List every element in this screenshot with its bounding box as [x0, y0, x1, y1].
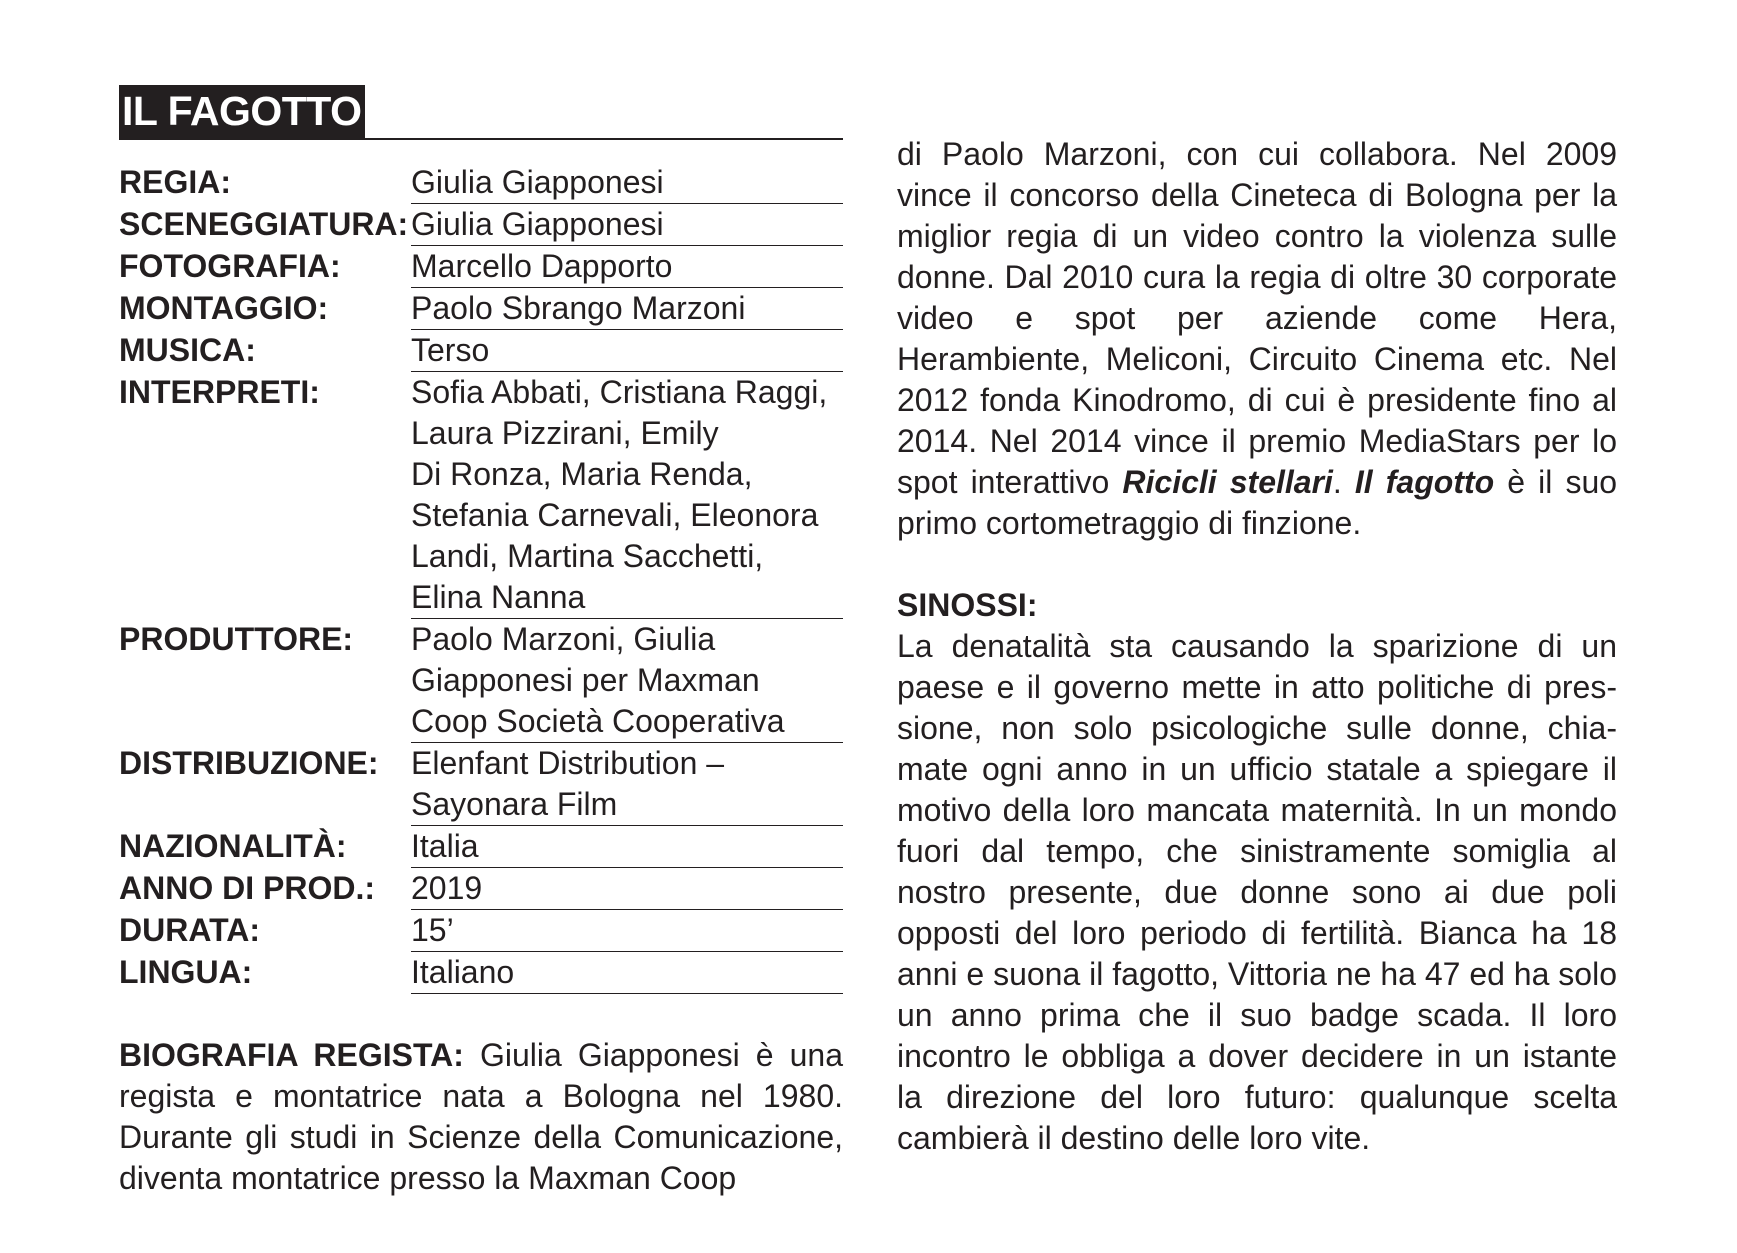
synopsis-text: La denatalità sta causando la sparizione di un paese e il governo mette in atto politiche di pressione, non solo psicologiche sulle donne, chiamate ogni anno in un ufficio statale a spiegare il motivo della loro mancata maternità. In un mondo fuori dal tempo, che sinistramente somiglia al nostro presente, due donne sono ai due poli opposti del loro periodo di fertilità. Bianca ha 18 anni e suona il fagotto, Vittoria ne ha 47 ed ha solo un anno prima che il suo badge scada. Il loro incontro le obbliga a dover decidere in un istante la direzione del loro futuro: qualunque scelta cambierà il destino delle loro vite.	[897, 628, 1617, 1156]
credit-label: INTERPRETI:	[119, 374, 320, 410]
biography-text: Giulia Giapponesi è una regista e montatrice nata a Bologna nel 1980. Durante gli studi in Scienze della Comunicazione, diventa montatrice presso la Maxman Coop	[119, 1037, 843, 1196]
credit-label: FOTOGRAFIA:	[119, 248, 341, 284]
title-bar	[119, 85, 843, 140]
credit-value: Giulia Giapponesi	[411, 204, 843, 246]
credit-row	[119, 952, 843, 994]
credit-value: 15’	[411, 910, 843, 952]
left-column	[119, 85, 843, 1231]
credit-value: Sofia Abbati, Cristiana Raggi, Laura Pizzirani, Emily Di Ronza, Maria Renda, Stefania Carnevali, Eleonora Landi, Martina Sacchetti, Elina Nanna	[411, 372, 843, 619]
credit-label: REGIA:	[119, 164, 231, 200]
film-title-inline: Il fagotto	[1354, 464, 1495, 500]
biography-paragraph	[119, 1035, 843, 1199]
credit-row	[119, 743, 843, 826]
credit-value: Marcello Dapporto	[411, 246, 843, 288]
credit-row	[119, 330, 843, 372]
credit-value: Terso	[411, 330, 843, 372]
credit-value: Italiano	[411, 952, 843, 994]
spot-title: Ricicli stellari	[1122, 464, 1333, 500]
credit-value: Giulia Giapponesi	[411, 162, 843, 204]
credit-label: ANNO DI PROD.:	[119, 870, 375, 906]
credit-label: SCENEGGIATURA:	[119, 206, 409, 242]
credit-row	[119, 826, 843, 868]
credit-row	[119, 246, 843, 288]
credit-row	[119, 162, 843, 204]
credit-label: DURATA:	[119, 912, 260, 948]
credit-row	[119, 288, 843, 330]
credit-value: Paolo Sbrango Marzoni	[411, 288, 843, 330]
credit-row	[119, 868, 843, 910]
biography-continued-text: di Paolo Marzoni, con cui collabora. Nel 2009 vince il concorso della Cineteca di Bologna per la miglior regia di un video contro la violenza sulle donne. Dal 2010 cura la regia di oltre 30 corporate video e spot per aziende come Hera, Herambiente, Meliconi, Circuito Cinema etc. Nel 2012 fonda Kinodromo, di cui è presidente fino al 2014. Nel 2014 vince il premio MediaStars per lo spot interattivo	[897, 136, 1617, 500]
biography-label: BIOGRAFIA REGISTA:	[119, 1037, 464, 1073]
credit-row	[119, 910, 843, 952]
synopsis-label: SINOSSI:	[897, 587, 1038, 623]
credit-label: LINGUA:	[119, 954, 253, 990]
credit-label: MUSICA:	[119, 332, 256, 368]
credit-row	[119, 204, 843, 246]
credit-value: Elenfant Distribution – Sayonara Film	[411, 743, 843, 826]
credit-value: Paolo Marzoni, Giulia Giapponesi per Maxman Coop Società Cooperativa	[411, 619, 843, 743]
credits-table	[119, 162, 843, 994]
credit-label: NAZIONALITÀ:	[119, 828, 347, 864]
credit-label: DISTRIBUZIONE:	[119, 745, 379, 781]
biography-continued	[897, 134, 1617, 544]
credit-row	[119, 619, 843, 743]
film-title: IL FAGOTTO	[119, 85, 365, 138]
biography-separator: .	[1332, 464, 1355, 500]
right-column	[897, 134, 1617, 1159]
credit-row	[119, 372, 843, 619]
credit-label: PRODUTTORE:	[119, 621, 354, 657]
credit-value: Italia	[411, 826, 843, 868]
credit-value: 2019	[411, 868, 843, 910]
biography-end: è il suo primo cortometraggio di finzione.	[897, 464, 1618, 541]
credit-label: MONTAGGIO:	[119, 290, 329, 326]
